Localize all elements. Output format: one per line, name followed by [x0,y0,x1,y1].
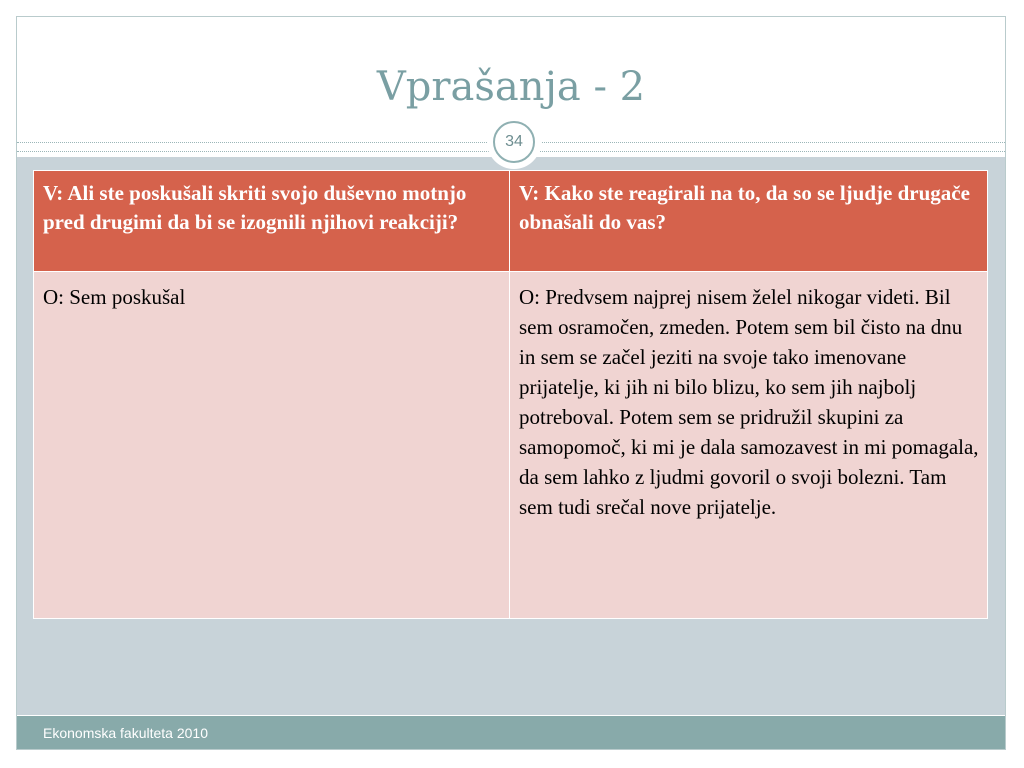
answer-cell-2: O: Predvsem najprej nisem želel nikogar videti. Bil sem osramočen, zmeden. Potem sem bil čisto na dnu in sem se začel jeziti na svoje tako imenovane prijatelje, ki jih ni bilo blizu, ko sem jih najbolj potreboval. Potem sem se pridružil skupini za samopomoč, ki mi je dala samozavest in mi pomagala, da sem lahko z ljudmi govoril o svoji bolezni. Tam sem tudi srečal nove prijatelje. [510,272,988,619]
slide-title: Vprašanja - 2 [376,64,646,110]
answer-cell-1: O: Sem poskušal [34,272,510,619]
footer-bar [17,716,1005,749]
page-number: 34 [493,121,535,163]
question-cell-2: V: Kako ste reagirali na to, da so se ljudje drugače obnašali do vas? [510,171,988,272]
question-cell-1: V: Ali ste poskušali skriti svojo duševno motnjo pred drugimi da bi se izognili njihovi reakciji? [34,171,510,272]
table-header-row [34,171,988,272]
table-row [34,272,988,619]
footer-text: Ekonomska fakulteta 2010 [43,725,208,741]
qa-table [33,170,988,619]
page-number-badge [487,115,541,169]
